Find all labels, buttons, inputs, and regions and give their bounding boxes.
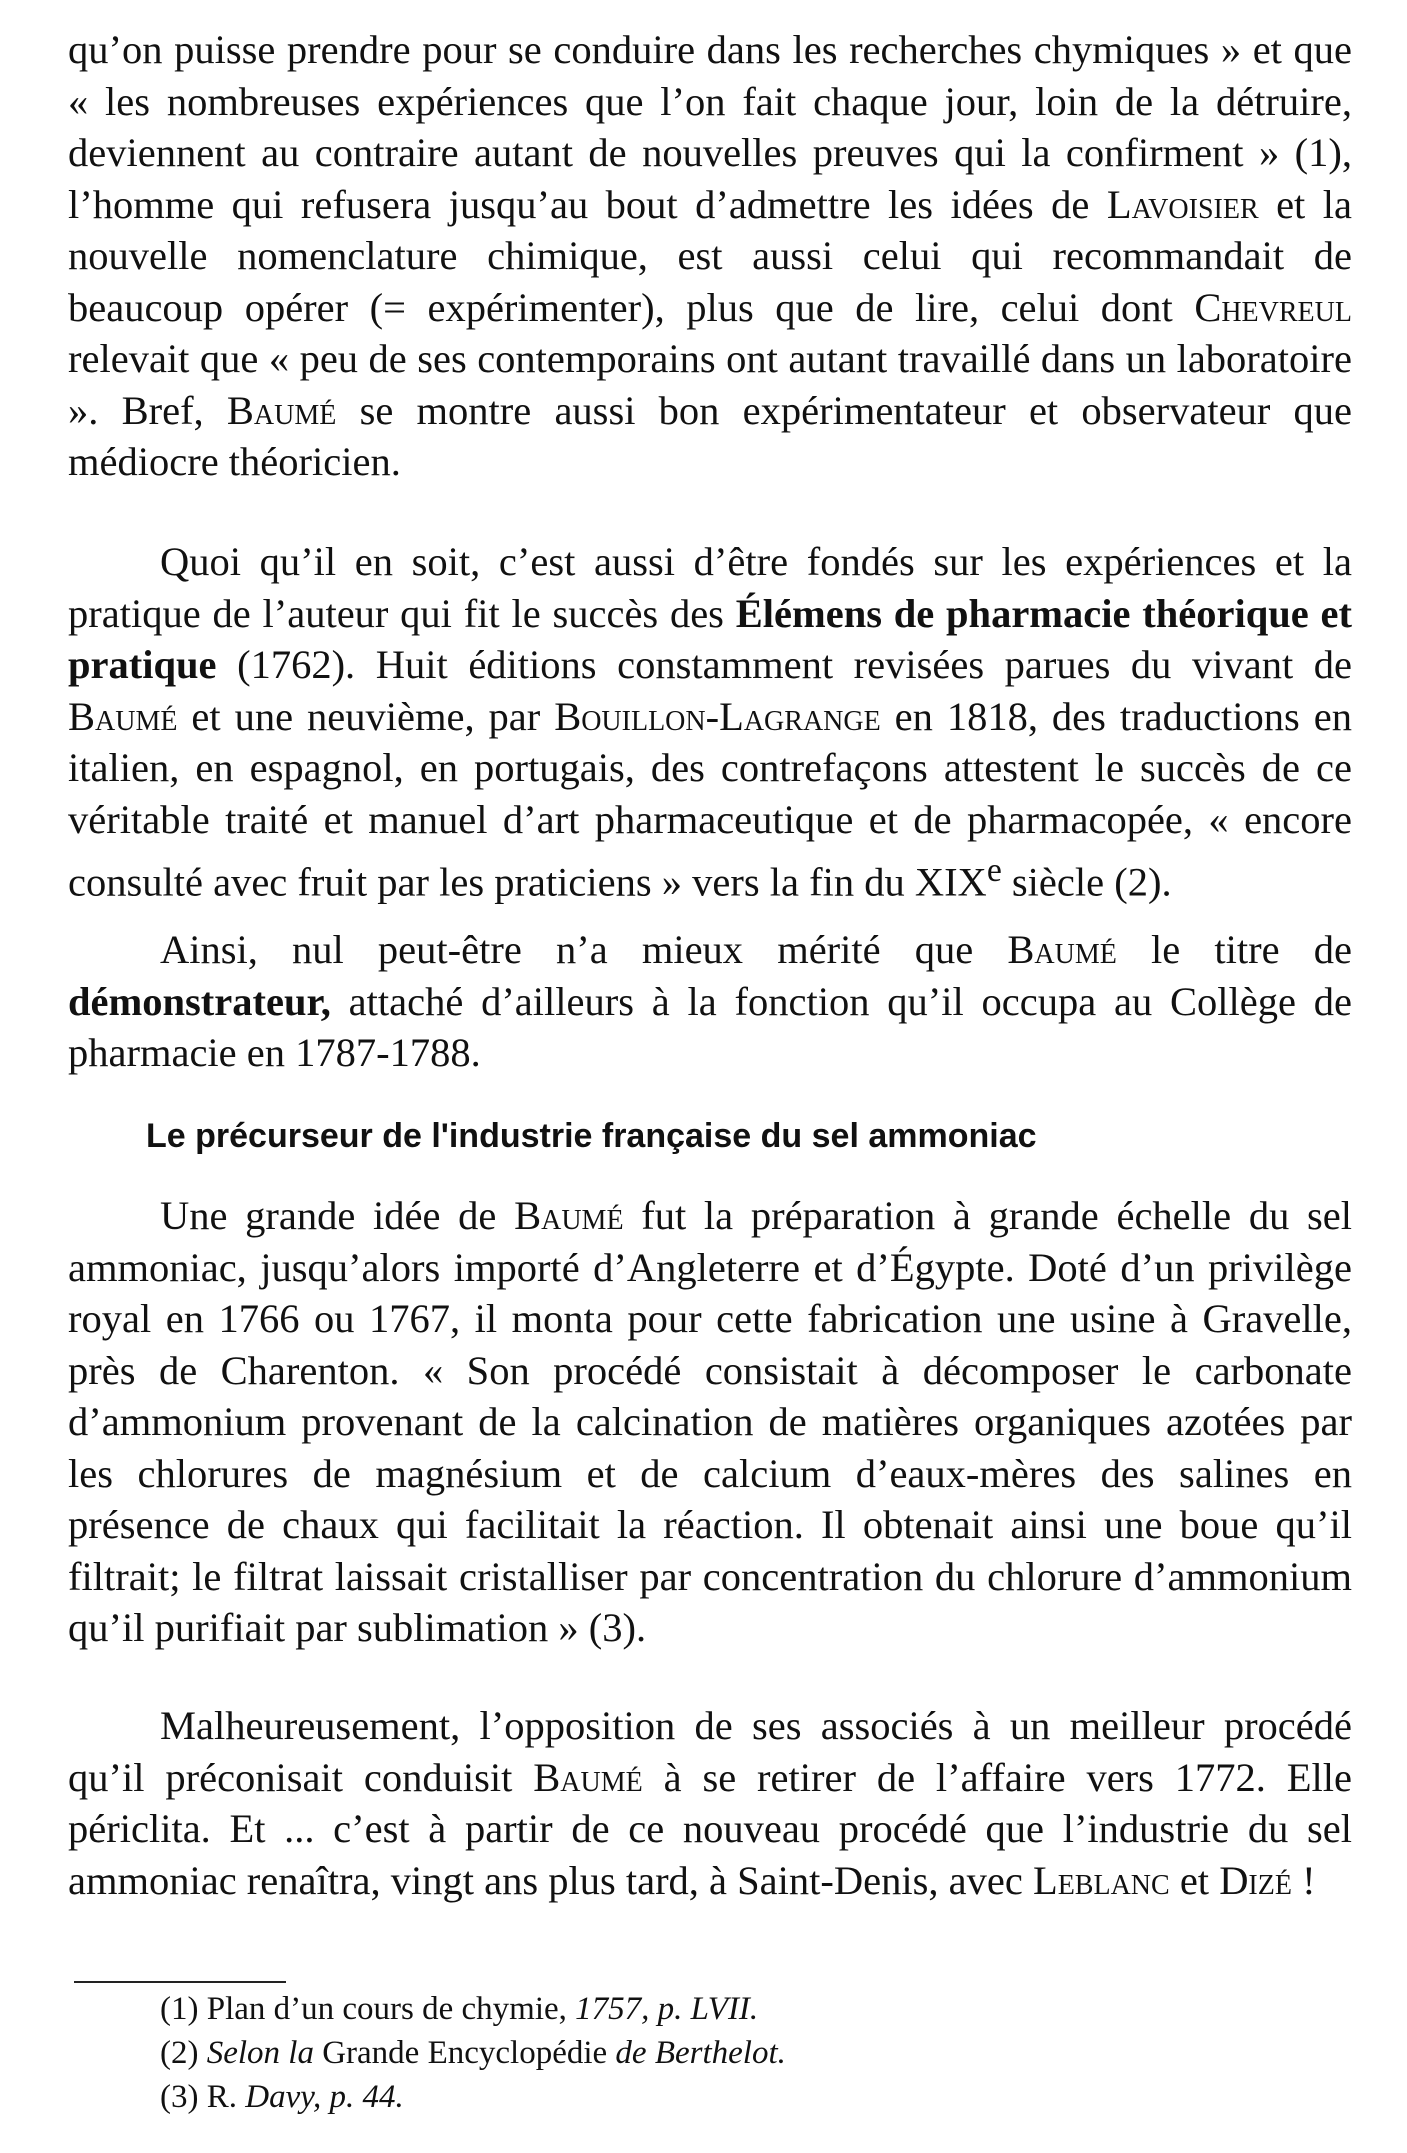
text-run: attaché d’ailleurs à la fonction qu’il occupa au Collège de pharmacie en 1787-1788. xyxy=(68,978,1352,1075)
paragraph-1 xyxy=(68,24,1352,488)
text-run: Malheureusement, l’opposition de ses associés à un meilleur procédé qu’il préconisait conduisit xyxy=(68,1703,1352,1800)
italic-run: Davy, p. 44. xyxy=(245,2079,404,2115)
name-chevreul: Chevreul xyxy=(1194,284,1352,330)
text-run: Grande Encyclopédie xyxy=(313,2035,616,2071)
text-run: le titre de xyxy=(1116,927,1352,972)
text-run: Quoi qu’il en soit, c’est aussi d’être fondés sur les expériences et la pratique de l’auteur qui fit le succès des xyxy=(68,539,1352,636)
italic-run: Selon la xyxy=(206,2035,314,2071)
footnote-2 xyxy=(160,2031,1260,2075)
footnote-divider xyxy=(74,1981,286,1983)
paragraph-5 xyxy=(68,1700,1352,1906)
italic-run: 1757, p. LVII. xyxy=(575,1991,759,2027)
name-baume: Baumé xyxy=(68,693,178,739)
text-run: Une grande idée de xyxy=(160,1193,515,1238)
text-run: en 1818, des traductions en italien, en espagnol, en portugais, des contrefaçons attestent le succès de ce véritable traité et manuel d’art pharmaceutique et de pharmacopée, « encore consulté avec fruit par les praticiens » vers la fin du XIX xyxy=(68,693,1352,905)
paragraph-3 xyxy=(68,924,1352,1079)
superscript: e xyxy=(986,852,1002,889)
italic-run: de Berthelot. xyxy=(615,2035,786,2071)
section-heading: Le précurseur de l'industrie française du sel ammoniac xyxy=(146,1117,1037,1155)
name-baume: Baumé xyxy=(533,1754,643,1800)
text-run: relevait que « peu de ses contemporains ont autant travaillé dans un laboratoire ». Bref, xyxy=(68,336,1352,433)
name-lavoisier: Lavoisier xyxy=(1106,181,1259,227)
text-run: et la nouvelle nomenclature chimique, est aussi celui qui recommandait de beaucoup opérer (= expérimenter), plus que de lire, celui dont xyxy=(68,181,1352,330)
text-run: fut la préparation à grande échelle du sel ammoniac, jusqu’alors importé d’Angleterre et d’Égypte. Doté d’un privilège royal en 1766 ou 1767, il monta pour cette fabrication une usine à Gravelle, près de Charenton. « Son procédé consistait à décomposer le carbonate d’ammonium provenant de la calcination de matières organiques azotées par les chlorures de magnésium et de calcium d’eaux-mères des salines en présence de chaux qui facilitait la réaction. Il obtenait ainsi une boue qu’il filtrait; le filtrat laissait cristalliser par concentration du chlorure d’ammonium qu’il purifiait par sublimation » (3). xyxy=(68,1193,1352,1650)
name-baume: Baumé xyxy=(226,387,337,433)
footnotes xyxy=(160,1987,1260,2119)
text-run: qu’on puisse prendre pour se conduire dans les recherches chymiques » et que « les nombreuses expériences que l’on fait chaque jour, loin de la détruire, deviennent au contraire autant de nouvelles preuves qui la confirment » (1), l’homme qui refusera jusqu’au bout d’admettre les idées de xyxy=(68,27,1352,227)
text-run: Plan d’un cours de chymie, xyxy=(206,1991,576,2027)
footnote-number: (3) xyxy=(160,2079,199,2115)
book-title: Élémens de pharmacie théorique et pratique xyxy=(68,590,1352,687)
name-dize: Dizé xyxy=(1219,1857,1292,1903)
text-run: R. xyxy=(206,2079,246,2115)
text-run: ! xyxy=(1291,1857,1316,1903)
text-run: et une neuvième, par xyxy=(177,693,555,739)
name-bouillon-lagrange: Bouillon-Lagrange xyxy=(554,693,881,739)
footnote-3 xyxy=(160,2075,1260,2119)
footnote-number: (2) xyxy=(160,2035,199,2071)
name-leblanc: Leblanc xyxy=(1032,1857,1170,1903)
name-baume: Baumé xyxy=(514,1193,624,1238)
paragraph-4 xyxy=(68,1190,1352,1654)
text-run: Ainsi, nul peut-être n’a mieux mérité que xyxy=(160,927,1008,972)
text-run: (1762). Huit éditions constamment revisées parues du vivant de xyxy=(216,642,1352,687)
name-baume: Baumé xyxy=(1007,927,1117,972)
text-run: siècle (2). xyxy=(1001,859,1172,905)
text-run: se montre aussi bon expérimentateur et observateur que médiocre théoricien. xyxy=(68,387,1352,484)
text-run: et xyxy=(1169,1857,1220,1903)
footnote-number: (1) xyxy=(160,1991,199,2027)
bold-term: démonstrateur, xyxy=(68,978,331,1024)
paragraph-2 xyxy=(68,536,1352,908)
footnote-1 xyxy=(160,1987,1260,2031)
text-run: à se retirer de l’affaire vers 1772. Elle périclita. Et ... c’est à partir de ce nouveau procédé que l’industrie du sel ammoniac renaîtra, vingt ans plus tard, à Saint-Denis, avec xyxy=(68,1754,1353,1903)
